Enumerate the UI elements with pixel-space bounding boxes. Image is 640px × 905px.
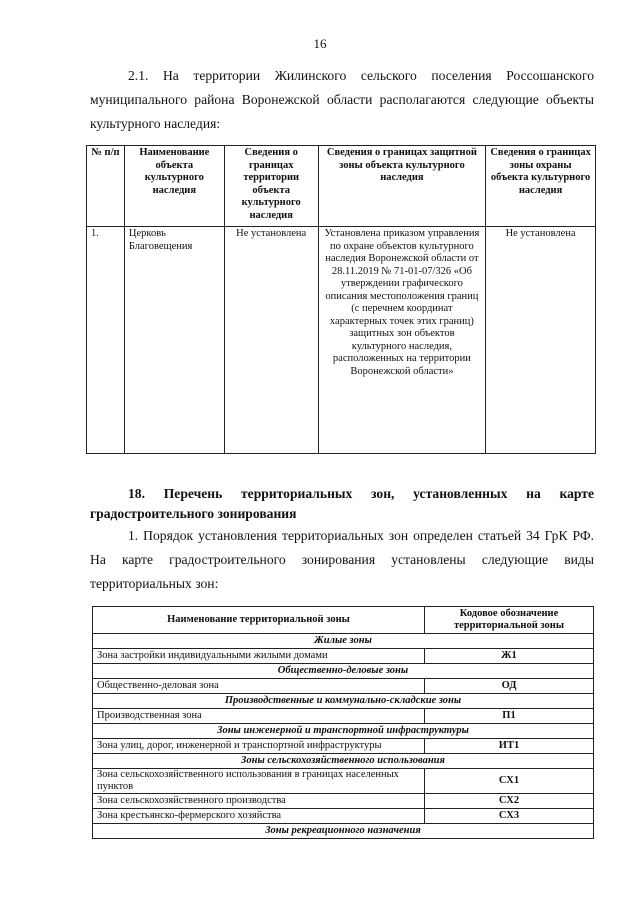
section-paragraph: 1. Порядок установления территориальных зон определен статьей 34 ГрК РФ. На карте градостроительного зонирования установлены следующие виды территориальных зон: (90, 528, 594, 591)
cell-object-name: Церковь Благовещения (124, 227, 224, 454)
intro-paragraph: 2.1. На территории Жилинского сельского поселения Россошанского муниципального района Воронежской области располагаются следующие объекты культурного наследия: (90, 68, 594, 131)
territorial-zones-table (92, 606, 594, 839)
zone-code: СХ1 (425, 769, 594, 794)
zone-code: СХ2 (425, 794, 594, 809)
zone-group-title: Общественно-деловые зоны (93, 664, 594, 679)
table-row (93, 649, 594, 664)
header-number: № п/п (87, 146, 125, 227)
zone-name: Зона застройки индивидуальными жилыми домами (93, 649, 425, 664)
zone-name: Зона улиц, дорог, инженерной и транспортной инфраструктуры (93, 739, 425, 754)
heritage-objects-table (86, 145, 596, 454)
zone-name: Общественно-деловая зона (93, 679, 425, 694)
zone-code: СХ3 (425, 809, 594, 824)
table-row (93, 679, 594, 694)
zone-code: Ж1 (425, 649, 594, 664)
zone-name: Зона сельскохозяйственного использования в границах населенных пунктов (93, 769, 425, 794)
zones-table-header (93, 607, 594, 634)
page-number: 16 (313, 36, 327, 51)
zone-group-title: Жилые зоны (93, 634, 594, 649)
cell-protection-zone: Не установлена (486, 227, 596, 454)
header-territory-bounds: Сведения о границах территории объекта культурного наследия (224, 146, 318, 227)
zone-code: ОД (425, 679, 594, 694)
cell-protective-zone: Установлена приказом управления по охране объектов культурного наследия Воронежской области от 28.11.2019 № 71-01-07/326 «Об утверждении графического описания местоположения границ (с перечнем координат характерных точек этих границ) защитных зон объектов культурного наследия, расположенных на территории Воронежской области» (318, 227, 486, 454)
cell-number: 1. (87, 227, 125, 454)
zone-code: ИТ1 (425, 739, 594, 754)
zone-group-title: Зоны рекреационного назначения (93, 824, 594, 839)
table-row (93, 809, 594, 824)
zone-name: Зона сельскохозяйственного производства (93, 794, 425, 809)
zone-name: Производственная зона (93, 709, 425, 724)
zone-group-row (93, 754, 594, 769)
header-protective-zone-bounds: Сведения о границах защитной зоны объекта культурного наследия (318, 146, 486, 227)
zone-group-title: Производственные и коммунально-складские зоны (93, 694, 594, 709)
table-row (93, 739, 594, 754)
zone-group-row (93, 724, 594, 739)
table-row (93, 769, 594, 794)
table-row (93, 709, 594, 724)
table-row (93, 794, 594, 809)
header-protection-zone-bounds: Сведения о границах зоны охраны объекта культурного наследия (486, 146, 596, 227)
zone-group-title: Зоны инженерной и транспортной инфраструктуры (93, 724, 594, 739)
heritage-table-header (87, 146, 596, 227)
zone-code: П1 (425, 709, 594, 724)
header-object-name: Наименование объекта культурного наследия (124, 146, 224, 227)
zone-group-row (93, 694, 594, 709)
cell-territory: Не установлена (224, 227, 318, 454)
header-zone-name: Наименование территориальной зоны (93, 607, 425, 634)
section-title: 18. Перечень территориальных зон, установленных на карте градостроительного зонирования (90, 486, 594, 521)
zone-group-row (93, 664, 594, 679)
header-zone-code: Кодовое обозначение территориальной зоны (425, 607, 594, 634)
table-row (87, 227, 596, 454)
zone-group-row (93, 634, 594, 649)
zone-group-row (93, 824, 594, 839)
zone-group-title: Зоны сельскохозяйственного использования (93, 754, 594, 769)
zone-name: Зона крестьянско-фермерского хозяйства (93, 809, 425, 824)
